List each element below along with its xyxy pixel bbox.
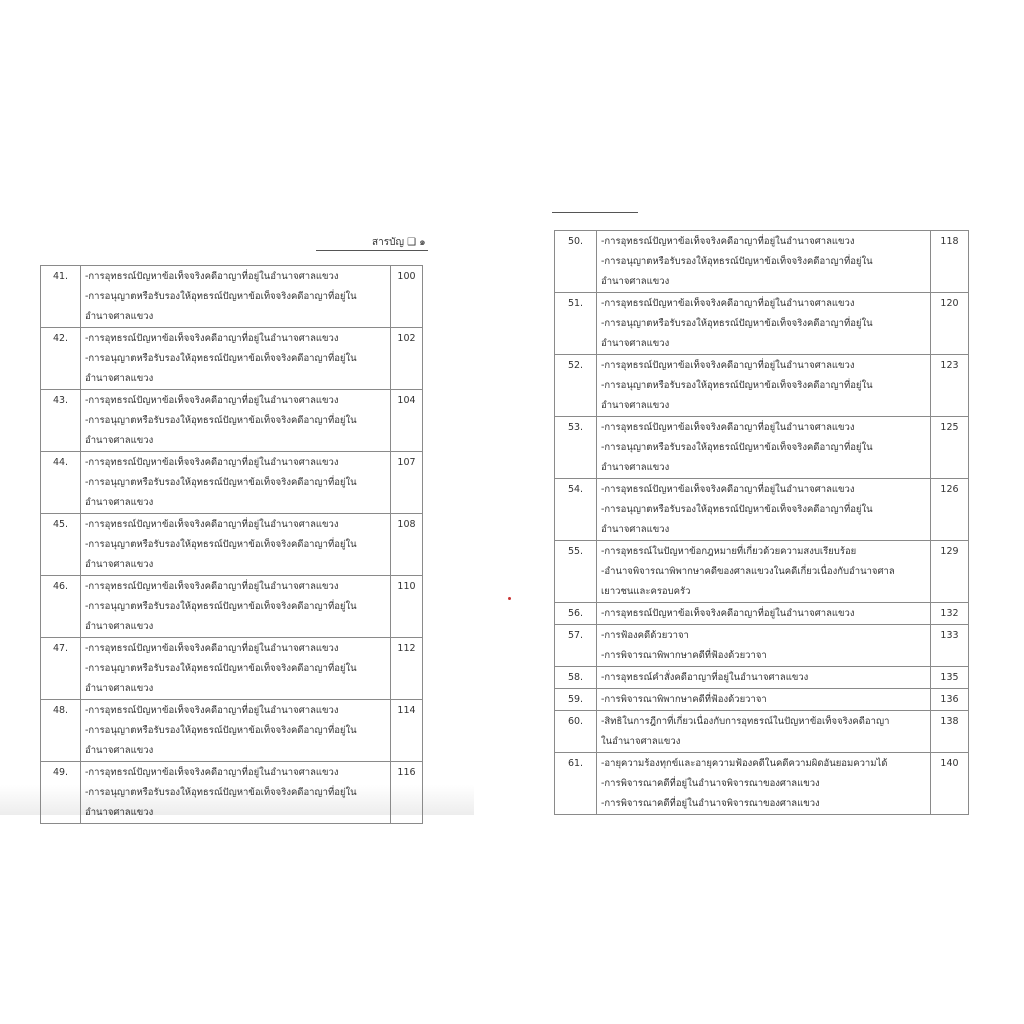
header-rule [316,250,428,251]
toc-entry-number: 45. [41,514,81,576]
toc-entry-line: -การอนุญาตหรือรับรองให้อุทธรณ์ปัญหาข้อเท็จจริงคดีอาญาที่อยู่ใน [85,601,357,612]
toc-entry-line: อำนาจศาลแขวง [85,745,154,756]
toc-entry-number: 42. [41,328,81,390]
toc-row [555,479,969,541]
toc-entry-description [597,479,931,541]
toc-entry-line: -การอุทธรณ์ในปัญหาข้อกฎหมายที่เกี่ยวด้วยความสงบเรียบร้อย [601,546,857,557]
toc-entry-page: 129 [931,541,969,603]
toc-entry-line: -การพิจารณาพิพากษาคดีที่ฟ้องด้วยวาจา [601,694,767,705]
toc-entry-line: อำนาจศาลแขวง [601,400,670,411]
toc-entry-line: -การอนุญาตหรือรับรองให้อุทธรณ์ปัญหาข้อเท็จจริงคดีอาญาที่อยู่ใน [601,504,873,515]
toc-entry-line: -การอุทธรณ์ปัญหาข้อเท็จจริงคดีอาญาที่อยู่ในอำนาจศาลแขวง [85,705,339,716]
toc-entry-line: -การอุทธรณ์ปัญหาข้อเท็จจริงคดีอาญาที่อยู่ในอำนาจศาลแขวง [85,643,339,654]
toc-entry-page: 138 [931,711,969,753]
toc-entry-number: 51. [555,293,597,355]
toc-entry-line: -การฟ้องคดีด้วยวาจา [601,630,689,641]
toc-entry-description [597,689,931,711]
toc-entry-line: -การอุทธรณ์ปัญหาข้อเท็จจริงคดีอาญาที่อยู่ในอำนาจศาลแขวง [601,236,855,247]
toc-entry-page: 112 [391,638,423,700]
toc-entry-description [597,625,931,667]
toc-entry-line: -การพิจารณาคดีที่อยู่ในอำนาจพิจารณาของศาลแขวง [601,778,820,789]
toc-row [41,576,423,638]
toc-entry-description [81,390,391,452]
toc-entry-number: 52. [555,355,597,417]
toc-table-right [554,230,969,815]
toc-entry-line: -การอนุญาตหรือรับรองให้อุทธรณ์ปัญหาข้อเท็จจริงคดีอาญาที่อยู่ใน [601,256,873,267]
toc-row [555,711,969,753]
toc-table-left [40,265,423,824]
toc-entry-line: -การอุทธรณ์ปัญหาข้อเท็จจริงคดีอาญาที่อยู่ในอำนาจศาลแขวง [601,422,855,433]
toc-entry-line: -การพิจารณาคดีที่อยู่ในอำนาจพิจารณาของศาลแขวง [601,798,820,809]
toc-row [555,603,969,625]
toc-entry-line: อำนาจศาลแขวง [85,807,154,818]
toc-row [555,231,969,293]
header-rule [552,212,638,213]
toc-entry-line: อำนาจศาลแขวง [601,276,670,287]
toc-entry-description [597,753,931,815]
toc-entry-line: -อำนาจพิจารณาพิพากษาคดีของศาลแขวงในคดีเกี่ยวเนื่องกับอำนาจศาล [601,566,895,577]
toc-entry-description [81,638,391,700]
toc-entry-page: 133 [931,625,969,667]
toc-entry-line: -การอนุญาตหรือรับรองให้อุทธรณ์ปัญหาข้อเท็จจริงคดีอาญาที่อยู่ใน [85,353,357,364]
toc-entry-page: 132 [931,603,969,625]
toc-entry-line: -การอุทธรณ์ปัญหาข้อเท็จจริงคดีอาญาที่อยู่ในอำนาจศาลแขวง [601,608,855,619]
toc-entry-number: 41. [41,266,81,328]
toc-row [41,328,423,390]
toc-entry-number: 56. [555,603,597,625]
toc-entry-line: -อายุความร้องทุกข์และอายุความฟ้องคดีในคดีความผิดอันยอมความได้ [601,758,888,769]
toc-entry-number: 53. [555,417,597,479]
toc-entry-line: อำนาจศาลแขวง [85,311,154,322]
toc-entry-description [597,293,931,355]
toc-entry-line: -การอุทธรณ์ปัญหาข้อเท็จจริงคดีอาญาที่อยู่ในอำนาจศาลแขวง [85,457,339,468]
toc-entry-description [597,417,931,479]
toc-entry-line: อำนาจศาลแขวง [85,621,154,632]
toc-entry-line: อำนาจศาลแขวง [85,559,154,570]
toc-entry-description [81,266,391,328]
toc-entry-description [597,355,931,417]
toc-entry-number: 61. [555,753,597,815]
toc-entry-line: -การอนุญาตหรือรับรองให้อุทธรณ์ปัญหาข้อเท็จจริงคดีอาญาที่อยู่ใน [601,442,873,453]
toc-entry-line: อำนาจศาลแขวง [601,338,670,349]
toc-row [555,753,969,815]
toc-entry-page: 123 [931,355,969,417]
toc-row [555,355,969,417]
toc-row [555,689,969,711]
toc-entry-number: 44. [41,452,81,514]
toc-entry-line: -การอุทธรณ์ปัญหาข้อเท็จจริงคดีอาญาที่อยู่ในอำนาจศาลแขวง [85,333,339,344]
toc-entry-page: 104 [391,390,423,452]
toc-entry-page: 107 [391,452,423,514]
toc-entry-description [81,452,391,514]
toc-entry-line: อำนาจศาลแขวง [85,435,154,446]
toc-entry-description [81,576,391,638]
toc-row [555,293,969,355]
toc-entry-page: 102 [391,328,423,390]
toc-entry-line: -การพิจารณาพิพากษาคดีที่ฟ้องด้วยวาจา [601,650,767,661]
toc-entry-line: -การอุทธรณ์ปัญหาข้อเท็จจริงคดีอาญาที่อยู่ในอำนาจศาลแขวง [85,271,339,282]
toc-entry-page: 116 [391,762,423,824]
toc-entry-line: -การอนุญาตหรือรับรองให้อุทธรณ์ปัญหาข้อเท็จจริงคดีอาญาที่อยู่ใน [601,318,873,329]
toc-entry-page: 136 [931,689,969,711]
toc-row [41,266,423,328]
toc-entry-line: อำนาจศาลแขวง [601,462,670,473]
toc-header-label: สารบัญ ❑ ๑ [372,237,426,248]
toc-row [555,667,969,689]
toc-entry-number: 50. [555,231,597,293]
toc-entry-page: 114 [391,700,423,762]
toc-entry-line: -การอุทธรณ์ปัญหาข้อเท็จจริงคดีอาญาที่อยู่ในอำนาจศาลแขวง [601,298,855,309]
toc-entry-line: อำนาจศาลแขวง [85,683,154,694]
toc-entry-page: 135 [931,667,969,689]
toc-entry-description [597,603,931,625]
toc-row [555,625,969,667]
toc-entry-line: -การอุทธรณ์ปัญหาข้อเท็จจริงคดีอาญาที่อยู่ในอำนาจศาลแขวง [85,395,339,406]
toc-entry-description [81,762,391,824]
toc-entry-description [81,700,391,762]
toc-entry-description [597,231,931,293]
toc-entry-line: -การอนุญาตหรือรับรองให้อุทธรณ์ปัญหาข้อเท็จจริงคดีอาญาที่อยู่ใน [85,415,357,426]
toc-entry-page: 108 [391,514,423,576]
toc-entry-line: อำนาจศาลแขวง [601,524,670,535]
toc-entry-description [597,711,931,753]
toc-entry-number: 46. [41,576,81,638]
toc-entry-line: -การอนุญาตหรือรับรองให้อุทธรณ์ปัญหาข้อเท็จจริงคดีอาญาที่อยู่ใน [85,477,357,488]
right-page [540,200,980,815]
red-dot-mark [508,597,511,600]
toc-entry-line: เยาวชนและครอบครัว [601,586,691,597]
toc-entry-line: -การอนุญาตหรือรับรองให้อุทธรณ์ปัญหาข้อเท็จจริงคดีอาญาที่อยู่ใน [85,291,357,302]
toc-entry-line: -การอนุญาตหรือรับรองให้อุทธรณ์ปัญหาข้อเท็จจริงคดีอาญาที่อยู่ใน [601,380,873,391]
toc-entry-page: 126 [931,479,969,541]
toc-entry-line: -การอุทธรณ์ปัญหาข้อเท็จจริงคดีอาญาที่อยู่ในอำนาจศาลแขวง [85,767,339,778]
toc-entry-number: 49. [41,762,81,824]
toc-entry-description [597,541,931,603]
toc-entry-line: -การอุทธรณ์ปัญหาข้อเท็จจริงคดีอาญาที่อยู่ในอำนาจศาลแขวง [601,484,855,495]
toc-entry-line: -สิทธิในการฎีกาที่เกี่ยวเนื่องกับการอุทธรณ์ในปัญหาข้อเท็จจริงคดีอาญา [601,716,890,727]
toc-entry-number: 48. [41,700,81,762]
toc-row [41,390,423,452]
toc-entry-number: 55. [555,541,597,603]
toc-row [41,638,423,700]
toc-row [41,762,423,824]
toc-entry-number: 57. [555,625,597,667]
toc-row [41,452,423,514]
toc-entry-page: 100 [391,266,423,328]
toc-entry-line: -การอนุญาตหรือรับรองให้อุทธรณ์ปัญหาข้อเท็จจริงคดีอาญาที่อยู่ใน [85,787,357,798]
toc-entry-line: -การอนุญาตหรือรับรองให้อุทธรณ์ปัญหาข้อเท็จจริงคดีอาญาที่อยู่ใน [85,725,357,736]
toc-entry-description [597,667,931,689]
left-page [0,225,474,818]
toc-entry-page: 125 [931,417,969,479]
toc-entry-line: อำนาจศาลแขวง [85,373,154,384]
toc-entry-page: 118 [931,231,969,293]
toc-entry-number: 43. [41,390,81,452]
toc-entry-number: 60. [555,711,597,753]
toc-entry-line: -การอุทธรณ์ปัญหาข้อเท็จจริงคดีอาญาที่อยู่ในอำนาจศาลแขวง [601,360,855,371]
toc-entry-page: 140 [931,753,969,815]
toc-entry-line: -การอุทธรณ์ปัญหาข้อเท็จจริงคดีอาญาที่อยู่ในอำนาจศาลแขวง [85,581,339,592]
toc-entry-line: ในอำนาจศาลแขวง [601,736,681,747]
toc-entry-line: อำนาจศาลแขวง [85,497,154,508]
toc-entry-page: 110 [391,576,423,638]
toc-entry-line: -การอนุญาตหรือรับรองให้อุทธรณ์ปัญหาข้อเท็จจริงคดีอาญาที่อยู่ใน [85,663,357,674]
toc-row [555,541,969,603]
toc-entry-description [81,514,391,576]
toc-entry-line: -การอุทธรณ์ปัญหาข้อเท็จจริงคดีอาญาที่อยู่ในอำนาจศาลแขวง [85,519,339,530]
toc-entry-number: 59. [555,689,597,711]
toc-entry-line: -การอุทธรณ์คำสั่งคดีอาญาที่อยู่ในอำนาจศาลแขวง [601,672,809,683]
toc-row [41,514,423,576]
toc-entry-number: 58. [555,667,597,689]
toc-row [555,417,969,479]
toc-row [41,700,423,762]
toc-entry-page: 120 [931,293,969,355]
toc-entry-description [81,328,391,390]
toc-entry-number: 54. [555,479,597,541]
toc-entry-line: -การอนุญาตหรือรับรองให้อุทธรณ์ปัญหาข้อเท็จจริงคดีอาญาที่อยู่ใน [85,539,357,550]
toc-entry-number: 47. [41,638,81,700]
